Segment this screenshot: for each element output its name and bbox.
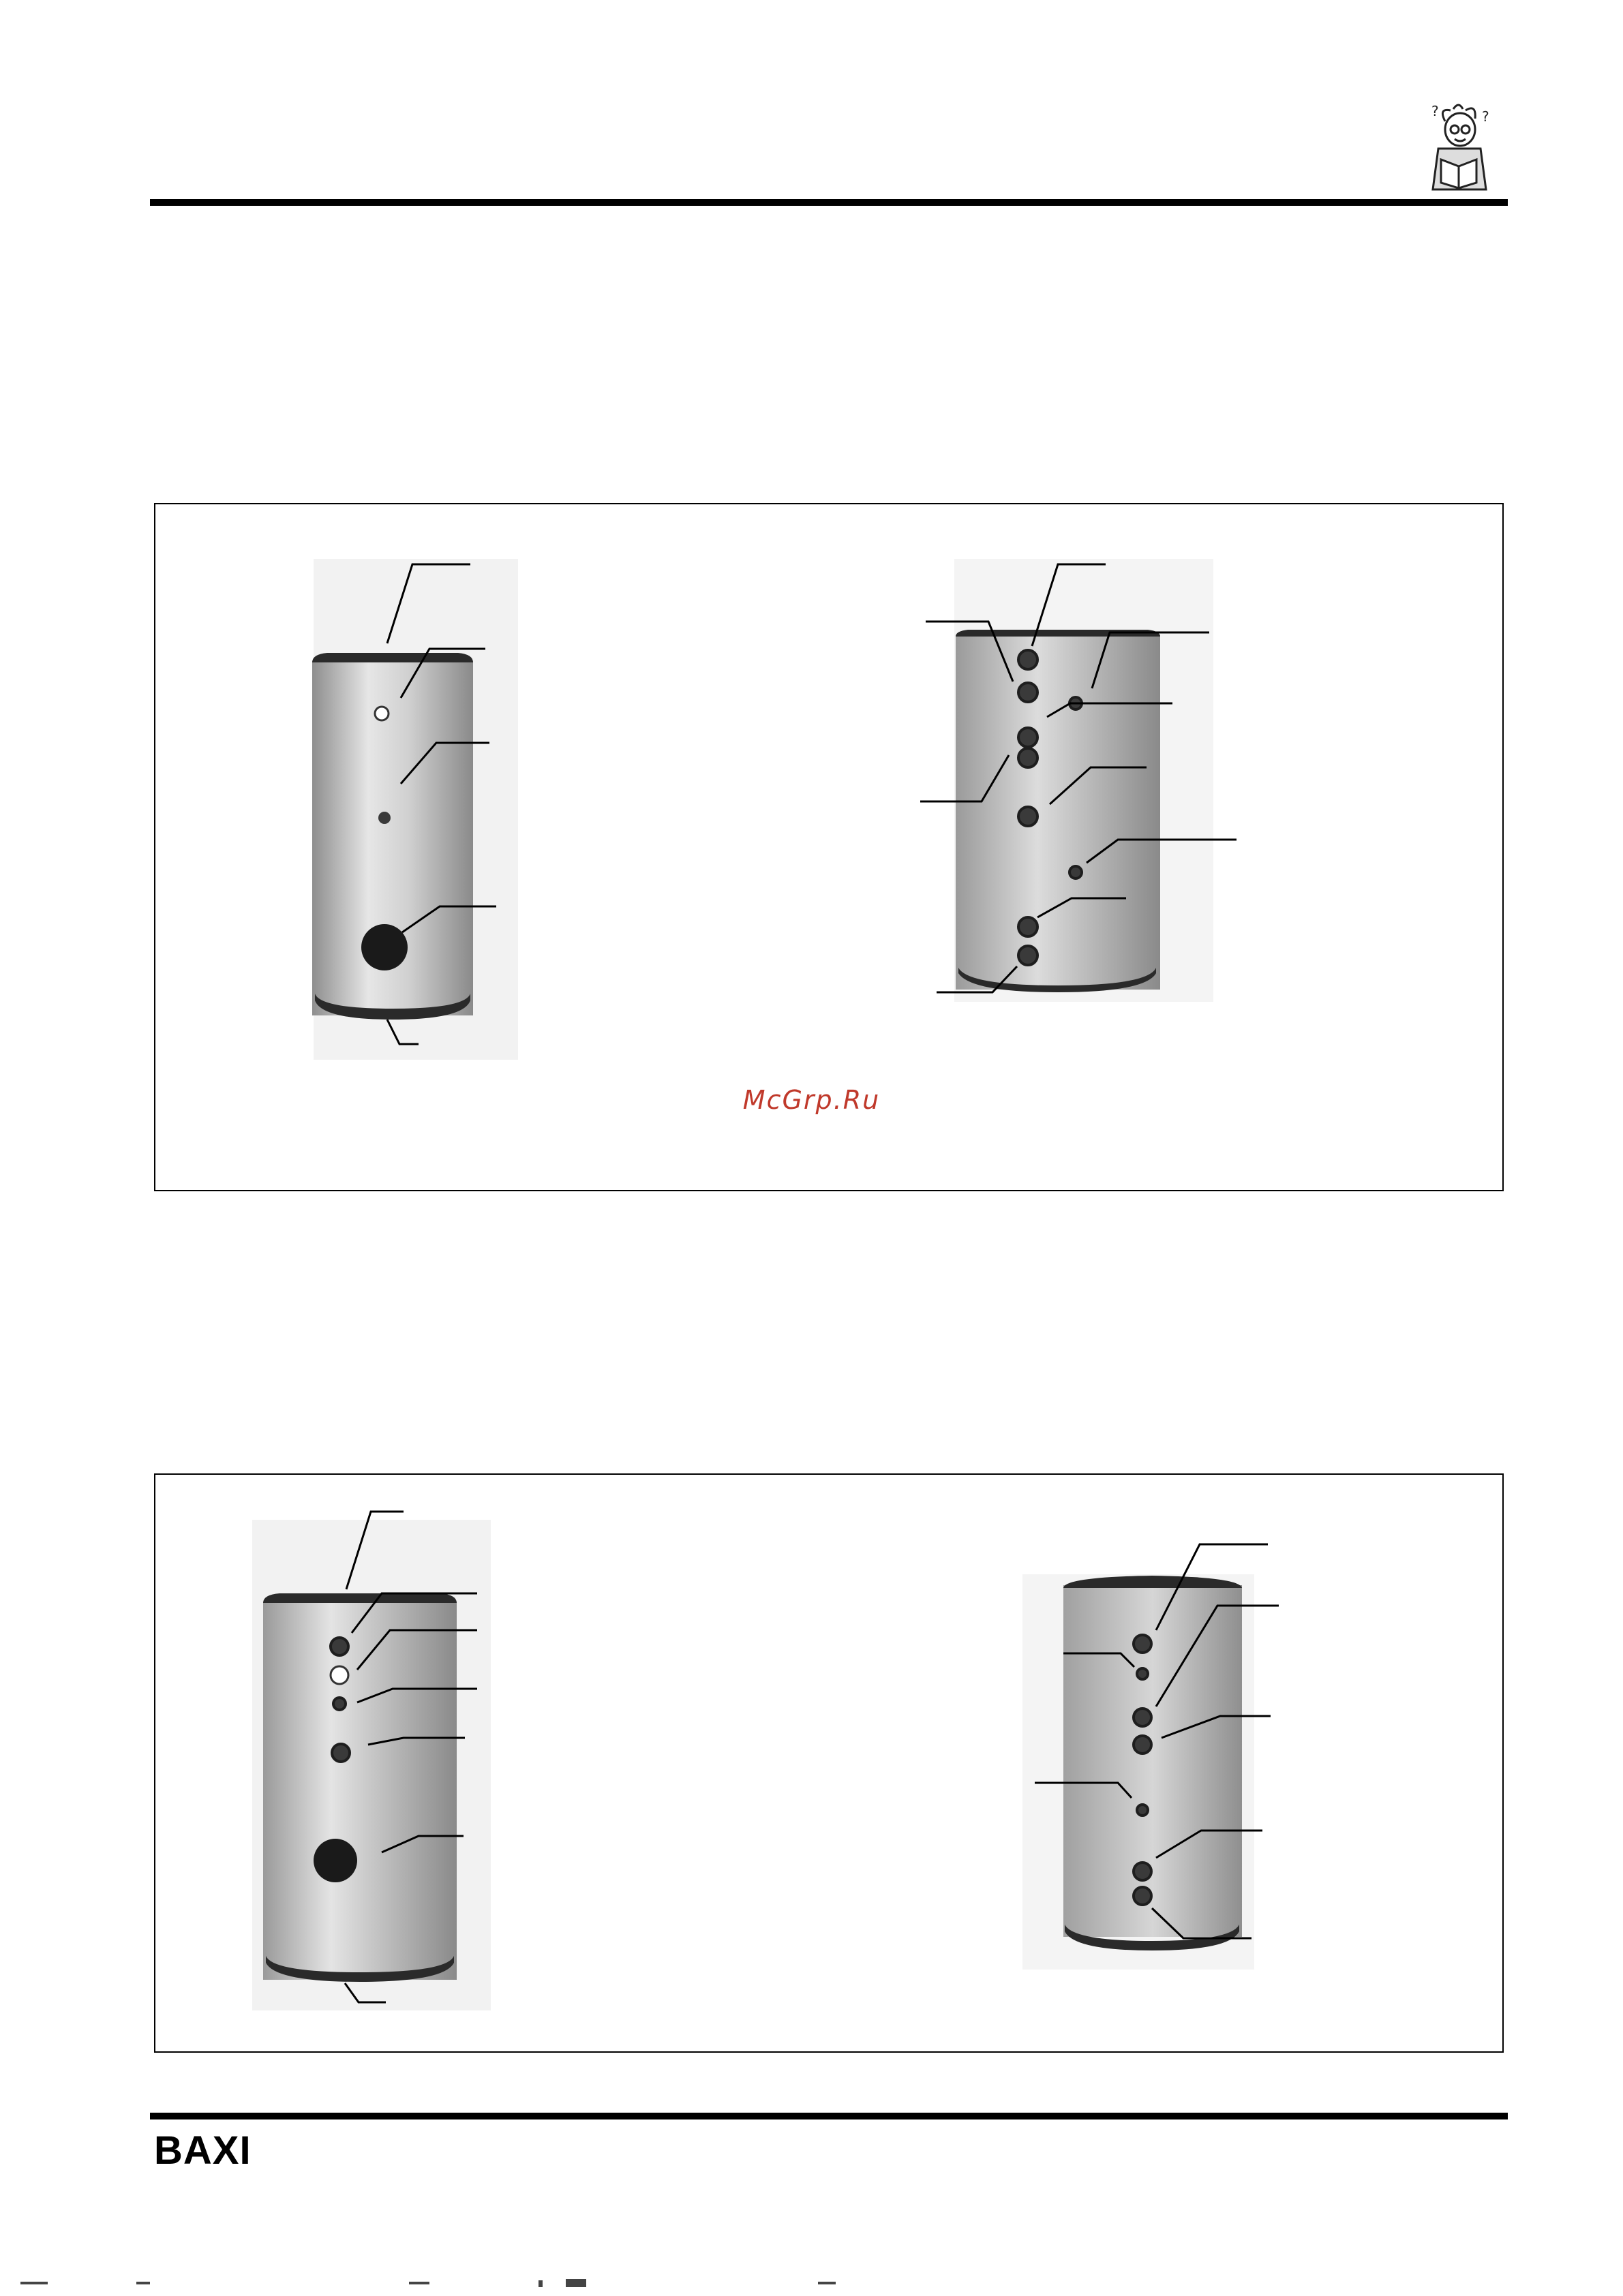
reading-scientist-icon — [1418, 101, 1500, 196]
port — [1137, 1805, 1148, 1816]
port — [1134, 1709, 1151, 1726]
port — [1018, 917, 1037, 936]
port — [1018, 748, 1037, 767]
port — [1070, 866, 1082, 878]
port — [332, 1744, 350, 1762]
scan-artifacts — [0, 2275, 1623, 2296]
port — [333, 1698, 346, 1710]
port — [378, 812, 391, 824]
tank-rear-view-2 — [1022, 1533, 1309, 1983]
tank-front-view-2 — [245, 1506, 518, 2010]
footer-rule — [150, 2113, 1508, 2119]
port — [1018, 683, 1037, 702]
svg-text:?: ? — [1431, 103, 1439, 119]
flange — [361, 924, 408, 970]
port — [1134, 1736, 1151, 1754]
tank-front-view-1 — [300, 559, 539, 1063]
port — [1134, 1863, 1151, 1880]
brand-logo: BAXI — [154, 2128, 252, 2173]
port — [331, 1638, 348, 1655]
watermark: McGrp.Ru — [742, 1085, 881, 1115]
flange — [314, 1839, 357, 1882]
port — [1134, 1887, 1151, 1905]
port — [375, 707, 389, 720]
port — [1018, 728, 1037, 747]
tank-rear-view-1 — [913, 559, 1254, 1022]
port — [331, 1666, 348, 1684]
port — [1134, 1635, 1151, 1653]
port — [1018, 946, 1037, 965]
port — [1018, 807, 1037, 826]
header-rule — [150, 199, 1508, 206]
port — [1137, 1668, 1148, 1679]
port — [1018, 650, 1037, 669]
svg-text:?: ? — [1482, 108, 1489, 125]
